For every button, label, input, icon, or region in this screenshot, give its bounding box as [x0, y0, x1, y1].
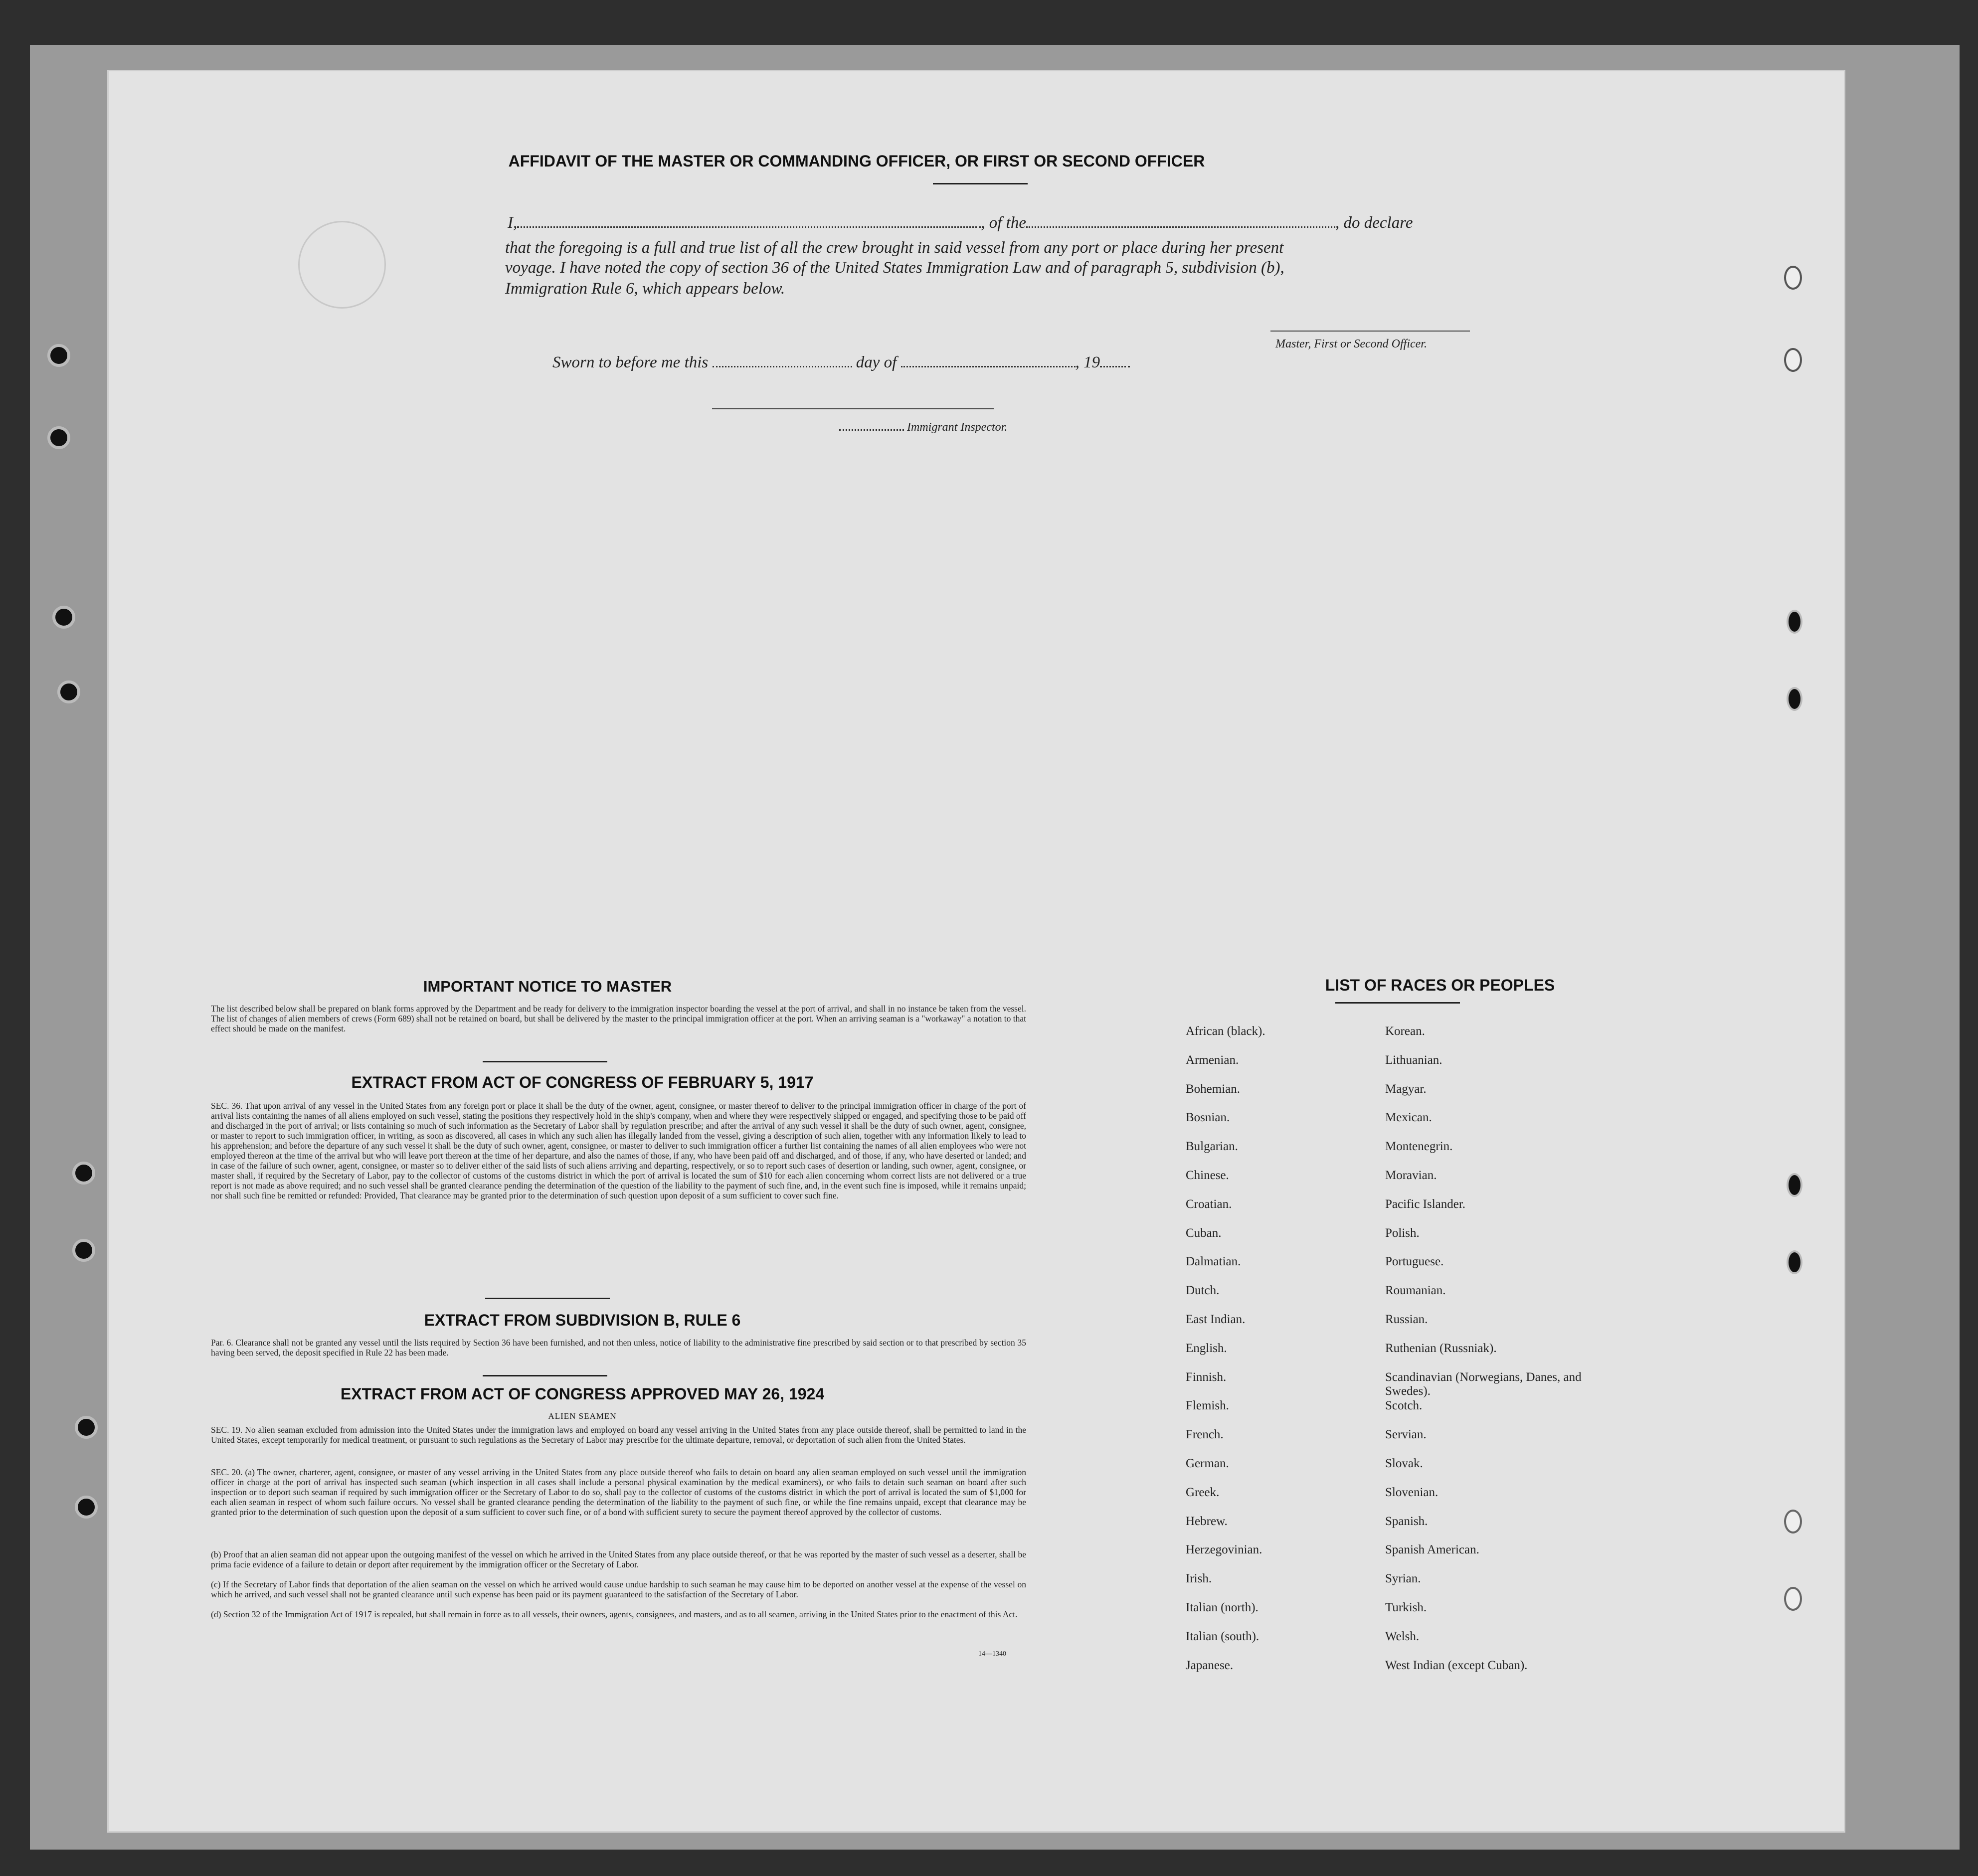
notice-body: The list described below shall be prepared on blank forms approved by the Department and be ready for delivery to the immigration inspector boarding the vessel at the port of arrival, and shall in no instance be taken from the vessel. The list of changes of alien members of crews (Form 689) shall not be retained on board, but shall be delivered by the master to the principal immigration officer at the port. When an arriving seaman is a "workaway" a notation to that effect should be made on the manifest.: [211, 1004, 1026, 1033]
inspector-label: [839, 418, 1007, 437]
race-item: Bulgarian.: [1186, 1140, 1238, 1154]
race-item: Pacific Islander.: [1385, 1197, 1466, 1211]
races-column-2: [1385, 1024, 1585, 1687]
sec-20b-text: (b) Proof that an alien seaman did not appear upon the outgoing manifest of the vessel on which he arrived in the United States from any place outside thereof, or that he was reported by the master of such vessel as a deserter, shall be prima facie evidence of a failure to detain or deport after requirement by the immigration officer or the Secretary of Labor.: [211, 1549, 1026, 1569]
binder-hole: [72, 1239, 95, 1262]
sworn-year-line: [1100, 366, 1130, 367]
master-signature-line: [1270, 331, 1470, 332]
notice-title: IMPORTANT NOTICE TO MASTER: [423, 978, 672, 995]
punch-hole: [1787, 1250, 1802, 1274]
binder-hole: [47, 426, 70, 449]
race-item: Korean.: [1385, 1024, 1425, 1038]
race-item: Slovak.: [1385, 1456, 1423, 1470]
sec-19-text: SEC. 19. No alien seaman excluded from admission into the United States under the immigration laws and employed on board any vessel arriving in the United States from any place outside thereof, shall be permitted to land in the United States, except temporarily for medical treatment, or pursuant to such regulations as the Secretary of Labor may prescribe for the ultimate departure, removal, or deportation of such alien from the United States.: [211, 1425, 1026, 1445]
race-item: Cuban.: [1186, 1226, 1222, 1240]
race-item: French.: [1186, 1428, 1224, 1442]
year-text: , 19: [1075, 353, 1100, 371]
race-item: Italian (north).: [1186, 1600, 1259, 1614]
race-item: Magyar.: [1385, 1082, 1427, 1096]
race-item: African (black).: [1186, 1024, 1265, 1038]
inspector-dots: [839, 429, 904, 431]
inspector-text: Immigrant Inspector.: [907, 421, 1008, 434]
race-item: Dutch.: [1186, 1284, 1220, 1298]
sworn-line: [552, 353, 1130, 372]
race-item: Greek.: [1186, 1485, 1220, 1499]
race-item: Polish.: [1385, 1226, 1420, 1240]
sworn-text: Sworn to before me this: [552, 353, 709, 371]
declaration-line-4: Immigration Rule 6, which appears below.: [505, 280, 785, 298]
race-item: West Indian (except Cuban).: [1385, 1658, 1528, 1672]
race-item: Bosnian.: [1186, 1111, 1230, 1125]
title-rule: [933, 183, 1028, 184]
declaration-line-1: [508, 213, 1570, 233]
punch-hole: [1784, 266, 1802, 290]
race-item: Chinese.: [1186, 1168, 1229, 1182]
races-list: [1186, 1024, 1634, 1698]
notice-rule: [483, 1061, 607, 1062]
race-item: East Indian.: [1186, 1312, 1246, 1326]
race-item: Herzegovinian.: [1186, 1543, 1262, 1557]
race-item: Italian (south).: [1186, 1629, 1259, 1643]
binder-hole: [52, 606, 75, 629]
race-item: Scotch.: [1385, 1399, 1423, 1413]
race-item: Irish.: [1186, 1572, 1212, 1586]
rule-6-title: EXTRACT FROM SUBDIVISION B, RULE 6: [424, 1311, 741, 1329]
declaration-i: I,: [508, 214, 518, 232]
race-item: Spanish American.: [1385, 1543, 1479, 1557]
faded-seal: [298, 221, 386, 309]
races-title: LIST OF RACES OR PEOPLES: [1325, 976, 1555, 994]
rule-6-body: Par. 6. Clearance shall not be granted any vessel until the lists required by Section 36 have been furnished, and not then unless, notice of liability to the administrative fine prescribed by said section or to that prescribed by section 35 having been served, the deposit specified in Rule 22 has been made.: [211, 1338, 1026, 1358]
sworn-day-line: [713, 366, 852, 367]
race-item: Roumanian.: [1385, 1284, 1446, 1298]
sec-20c-text: (c) If the Secretary of Labor finds that deportation of the alien seaman on the vessel on which he arrived would cause undue hardship to such seaman he may cause him to be deported on another vessel at the expense of the vessel on which he arrived, and such vessel shall not be granted clearance until such expense has been paid or its payment guaranteed to the satisfaction of the Secretary of Labor.: [211, 1579, 1026, 1599]
punch-hole: [1787, 1173, 1802, 1197]
race-item: English.: [1186, 1341, 1227, 1355]
race-item: Portuguese.: [1385, 1255, 1444, 1269]
declaration-of-the: , of the: [981, 214, 1026, 232]
race-item: Bohemian.: [1186, 1082, 1241, 1096]
extract-1924-title: EXTRACT FROM ACT OF CONGRESS APPROVED MAY 26, 1924: [340, 1385, 825, 1403]
race-item: Flemish.: [1186, 1399, 1229, 1413]
affidavit-title: AFFIDAVIT OF THE MASTER OR COMMANDING OFFICER, OR FIRST OR SECOND OFFICER: [508, 152, 1205, 170]
officer-name-line: [517, 226, 981, 228]
race-item: Slovenian.: [1385, 1485, 1439, 1499]
race-item: Moravian.: [1385, 1168, 1437, 1182]
master-signature-label: Master, First or Second Officer.: [1275, 338, 1427, 350]
binder-hole: [75, 1496, 98, 1519]
declaration-line-2: that the foregoing is a full and true list of all the crew brought in said vessel from any port or place during her present: [505, 239, 1284, 257]
punch-hole: [1787, 610, 1802, 634]
race-item: Russian.: [1385, 1312, 1428, 1326]
punch-hole: [1787, 687, 1802, 711]
race-item: German.: [1186, 1456, 1229, 1470]
punch-hole: [1784, 348, 1802, 372]
manifest-sheet: [107, 70, 1845, 1833]
race-item: Montenegrin.: [1385, 1140, 1453, 1154]
sec-20a-text: SEC. 20. (a) The owner, charterer, agent, consignee, or master of any vessel arriving in the United States from any place outside thereof who fails to detain on board any alien seaman employed on such vessel until the immigration officer in charge at the port of arrival has inspected such seaman (which inspection in all cases shall include a personal physical examination by the medical examiners), or who fails to detain such seaman on board after such inspection or to deport such seaman if required by such immigration officer or the Secretary of Labor to do so, shall pay to the collector of customs of the customs district in which the port of arrival is located the sum of $1,000 for each alien seaman in respect of whom such failure occurs. No vessel shall be granted clearance pending the determination of the liability to the payment of such fine, or while the fine remains unpaid, except that clearance may be granted prior to the determination of such question upon the deposit of a sum sufficient to cover such fine, or of a bond with sufficient surety to secure the payment thereof approved by the collector of customs.: [211, 1467, 1026, 1517]
binder-hole: [47, 344, 70, 367]
race-item: Croatian.: [1186, 1197, 1232, 1211]
race-item: Mexican.: [1385, 1111, 1432, 1125]
binder-hole: [72, 1162, 95, 1185]
alien-seamen-subtitle: ALIEN SEAMEN: [548, 1411, 617, 1421]
inspector-signature-line: [712, 408, 994, 409]
declaration-line-3: voyage. I have noted the copy of section 36 of the United States Immigration Law and of paragraph 5, subdivision (b),: [505, 259, 1284, 277]
declaration-do-declare: , do declare: [1335, 214, 1413, 232]
sworn-month-line: [901, 366, 1076, 367]
race-item: Servian.: [1385, 1428, 1427, 1442]
race-item: Turkish.: [1385, 1600, 1427, 1614]
vessel-name-line: [1026, 226, 1335, 228]
extract-1917-title: EXTRACT FROM ACT OF CONGRESS OF FEBRUARY 5, 1917: [351, 1073, 814, 1091]
race-item: Spanish.: [1385, 1514, 1428, 1528]
binder-hole: [75, 1416, 98, 1439]
extract-1917-rule: [485, 1298, 610, 1299]
race-item: Armenian.: [1186, 1053, 1239, 1067]
race-item: Welsh.: [1385, 1629, 1420, 1643]
race-item: Japanese.: [1186, 1658, 1234, 1672]
punch-hole: [1784, 1587, 1802, 1611]
extract-1917-body: SEC. 36. That upon arrival of any vessel in the United States from any foreign port or place it shall be the duty of the owner, agent, consignee, or master thereof to deliver to the principal immigration officer in charge of the port of arrival lists containing the names of all aliens employed on such vessel, stating the positions they respectively hold in the ship's company, when and where they were respectively shipped or engaged, and specifying those to be paid off and discharged in the port of arrival; or lists containing so much of such information as the Secretary of Labor shall by regulation prescribe; and after the arrival of any such vessel it shall be the duty of such owner, agent, consignee, or master to report to such immigration officer, in writing, as soon as discovered, all cases in which any such alien has illegally landed from the vessel, giving a description of such alien, together with any information likely to lead to his apprehension; and before the departure of any such vessel it shall be the duty of such owner, agent, consignee, or master to deliver to such immigration officer a further list containing the names of all alien employees who were not employed thereon at the time of the arrival but who will leave port thereon at the time of her departure, and also the names of those, if any, who have been paid off and discharged, and of those, if any, who have deserted or landed; and in case of the failure of such owner, agent, consignee, or master so to deliver either of the said lists of such aliens arriving and departing, respectively, or so to report such cases of desertion or landing, such owner, agent, consignee, or master shall, if required by the Secretary of Labor, pay to the collector of customs of the customs district in which the port of arrival is located the sum of $10 for each alien concerning whom correct lists are not delivered or a true report is not made as above required; and no such vessel shall be granted clearance pending the determination of the question of the liability to the payment of such fine, and, in the event such fine is imposed, while it remains unpaid; nor shall such fine be remitted or refunded: Provided, That clearance may be granted prior to the determination of such question upon deposit of a sum sufficient to cover such fine.: [211, 1101, 1026, 1200]
race-item: Dalmatian.: [1186, 1255, 1241, 1269]
races-rule: [1335, 1002, 1460, 1004]
rule-6-rule: [483, 1375, 607, 1376]
race-item: Lithuanian.: [1385, 1053, 1442, 1067]
race-item: Hebrew.: [1186, 1514, 1228, 1528]
form-number: 14—1340: [978, 1650, 1006, 1658]
race-item: Syrian.: [1385, 1572, 1421, 1586]
race-item: Ruthenian (Russniak).: [1385, 1341, 1497, 1355]
race-item: Scandinavian (Norwegians, Danes, and Swedes).: [1385, 1370, 1582, 1398]
day-of-text: day of: [856, 353, 897, 371]
races-column-1: [1186, 1024, 1375, 1687]
binder-hole: [57, 681, 80, 703]
sec-20d-text: (d) Section 32 of the Immigration Act of 1917 is repealed, but shall remain in force as to all vessels, their owners, agents, consignees, and masters, and as to all seamen, arriving in the United States prior to the enactment of this Act.: [211, 1609, 1018, 1619]
punch-hole: [1784, 1510, 1802, 1534]
race-item: Finnish.: [1186, 1370, 1227, 1384]
